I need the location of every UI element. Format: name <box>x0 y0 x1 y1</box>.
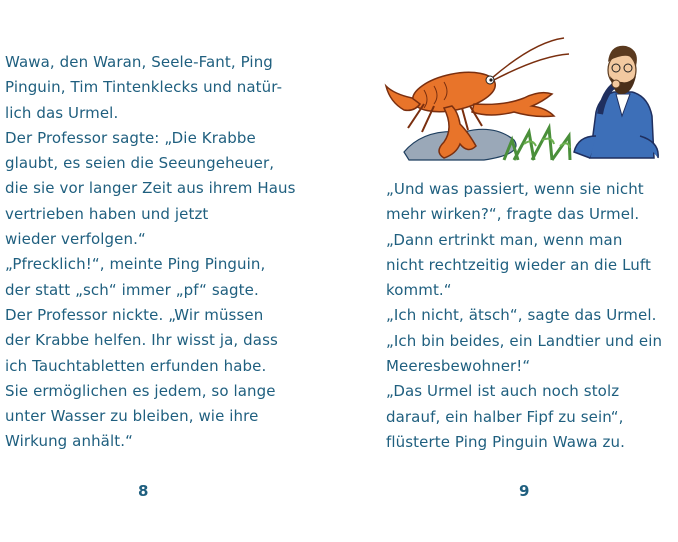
text-line: Sie ermöglichen es jedem, so lange <box>5 381 276 400</box>
crab-and-professor-illustration <box>364 32 664 162</box>
text-line: Wawa, den Waran, Seele-Fant, Ping <box>5 53 273 71</box>
text-line: wieder verfolgen.“ <box>5 230 146 249</box>
text-line: „Pfrecklich!“, meinte Ping Pinguin, <box>5 255 266 274</box>
text-line: „Und was passiert, wenn sie nicht <box>386 180 644 198</box>
text-line: Meeresbewohner!“ <box>386 357 531 376</box>
page-number: 8 <box>138 482 149 500</box>
text-line: Der Professor nickte. „Wir müssen <box>5 305 264 324</box>
text-line: mehr wirken?“, fragte das Urmel. <box>386 205 640 224</box>
text-line: lich das Urmel. <box>5 103 119 122</box>
text-line: darauf, ein halber Fipf zu sein“, <box>386 407 624 426</box>
crab-pupil <box>489 78 492 81</box>
text-line: „Das Urmel ist auch noch stolz <box>386 382 620 401</box>
text-line: Wirkung anhält.“ <box>5 432 133 451</box>
text-line: Der Professor sagte: „Die Krabbe <box>5 128 256 147</box>
text-line: „Ich bin beides, ein Landtier und ein <box>386 331 663 350</box>
text-line: „Ich nicht, ätsch“, sagte das Urmel. <box>386 306 657 325</box>
crab-antenna <box>490 38 569 82</box>
text-line: ich Tauchtabletten erfunden habe. <box>5 356 267 375</box>
text-line: kommt.“ <box>386 281 452 300</box>
professor-hand <box>612 80 620 88</box>
text-line: der Krabbe helfen. Ihr wisst ja, dass <box>5 331 278 350</box>
plant-shape <box>504 128 570 160</box>
right-page <box>340 0 678 542</box>
left-page-text <box>5 50 296 455</box>
text-line: „Dann ertrinkt man, wenn man <box>386 230 623 249</box>
text-line: vertrieben haben und jetzt <box>5 204 209 223</box>
right-page-text <box>386 177 662 455</box>
text-line: flüsterte Ping Pinguin Wawa zu. <box>386 432 626 451</box>
text-line: die sie vor langer Zeit aus ihrem Haus <box>5 179 296 198</box>
text-line: nicht rechtzeitig wieder an die Luft <box>386 255 651 274</box>
text-line: glaubt, es seien die Seeungeheuer, <box>5 154 275 173</box>
page-number: 9 <box>519 482 530 500</box>
text-line: Pinguin, Tim Tintenklecks und natür- <box>5 78 283 97</box>
text-line: unter Wasser zu bleiben, wie ihre <box>5 407 259 426</box>
text-line: der statt „sch“ immer „pf“ sagte. <box>5 280 259 299</box>
